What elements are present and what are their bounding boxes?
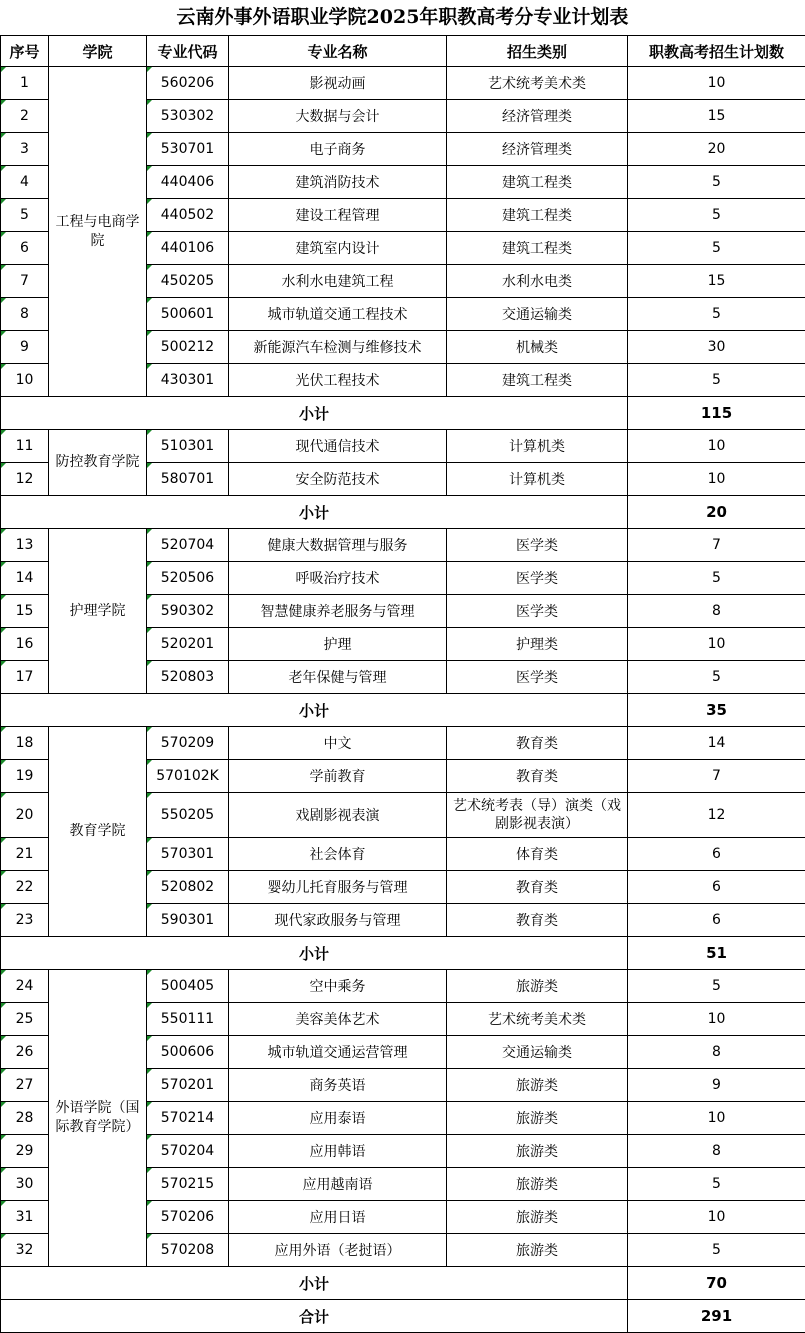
major-code: 570214: [147, 1102, 229, 1135]
row-index: 9: [1, 331, 49, 364]
major-code: 520803: [147, 661, 229, 694]
major-name: 影视动画: [229, 67, 447, 100]
row-index: 16: [1, 628, 49, 661]
table-row: [1, 529, 805, 562]
admission-category: 计算机类: [447, 463, 628, 496]
total-label: 合计: [1, 1300, 628, 1333]
major-code: 550205: [147, 793, 229, 838]
row-index: 24: [1, 970, 49, 1003]
admission-category: 机械类: [447, 331, 628, 364]
row-index: 11: [1, 430, 49, 463]
major-code: 570301: [147, 838, 229, 871]
plan-count: 5: [628, 199, 805, 232]
subtotal-value: 20: [628, 496, 805, 529]
college-name: 防控教育学院: [55, 454, 140, 470]
row-index: 15: [1, 595, 49, 628]
subtotal-value: 35: [628, 694, 805, 727]
major-code: 500212: [147, 331, 229, 364]
major-name: 呼吸治疗技术: [229, 562, 447, 595]
major-name: 建筑室内设计: [229, 232, 447, 265]
table-row: [1, 430, 805, 463]
row-index: 18: [1, 727, 49, 760]
plan-count: 5: [628, 1168, 805, 1201]
subtotal-label: 小计: [1, 1267, 628, 1300]
row-index: 27: [1, 1069, 49, 1102]
major-name: 学前教育: [229, 760, 447, 793]
header-category: 招生类别: [447, 36, 628, 67]
plan-count: 5: [628, 232, 805, 265]
admission-category: 医学类: [447, 661, 628, 694]
admission-category: 教育类: [447, 904, 628, 937]
major-name: 智慧健康养老服务与管理: [229, 595, 447, 628]
plan-count: 15: [628, 100, 805, 133]
plan-count: 10: [628, 463, 805, 496]
subtotal-value: 51: [628, 937, 805, 970]
row-index: 26: [1, 1036, 49, 1069]
admission-category: 教育类: [447, 727, 628, 760]
row-index: 29: [1, 1135, 49, 1168]
plan-count: 9: [628, 1069, 805, 1102]
plan-count: 30: [628, 331, 805, 364]
admission-category: 经济管理类: [447, 133, 628, 166]
row-index: 10: [1, 364, 49, 397]
subtotal-row: [1, 937, 805, 970]
row-index: 14: [1, 562, 49, 595]
plan-count: 5: [628, 661, 805, 694]
major-code: 450205: [147, 265, 229, 298]
admission-category: 建筑工程类: [447, 199, 628, 232]
subtotal-value: 115: [628, 397, 805, 430]
major-code: 590302: [147, 595, 229, 628]
major-name: 安全防范技术: [229, 463, 447, 496]
college-cell: [49, 727, 147, 937]
row-index: 30: [1, 1168, 49, 1201]
major-name: 城市轨道交通运营管理: [229, 1036, 447, 1069]
major-code: 520802: [147, 871, 229, 904]
major-code: 440106: [147, 232, 229, 265]
row-index: 7: [1, 265, 49, 298]
admission-category: 旅游类: [447, 1234, 628, 1267]
plan-count: 15: [628, 265, 805, 298]
admission-category: 水利水电类: [447, 265, 628, 298]
college-name: 教育学院: [69, 823, 126, 839]
major-name: 美容美体艺术: [229, 1003, 447, 1036]
row-index: 20: [1, 793, 49, 838]
major-name: 建设工程管理: [229, 199, 447, 232]
major-code: 500405: [147, 970, 229, 1003]
major-code: 570215: [147, 1168, 229, 1201]
plan-count: 8: [628, 1135, 805, 1168]
admission-category: 医学类: [447, 595, 628, 628]
admission-category: 护理类: [447, 628, 628, 661]
admission-category: 建筑工程类: [447, 364, 628, 397]
row-index: 19: [1, 760, 49, 793]
major-name: 电子商务: [229, 133, 447, 166]
admission-category: 教育类: [447, 871, 628, 904]
admission-category: 经济管理类: [447, 100, 628, 133]
major-name: 婴幼儿托育服务与管理: [229, 871, 447, 904]
subtotal-label: 小计: [1, 937, 628, 970]
plan-count: 5: [628, 298, 805, 331]
major-code: 500601: [147, 298, 229, 331]
plan-count: 12: [628, 793, 805, 838]
major-code: 530701: [147, 133, 229, 166]
college-name: 外语学院（国际教育学院）: [55, 1100, 140, 1135]
plan-count: 10: [628, 430, 805, 463]
plan-count: 10: [628, 628, 805, 661]
row-index: 2: [1, 100, 49, 133]
major-name: 现代通信技术: [229, 430, 447, 463]
plan-count: 5: [628, 166, 805, 199]
major-name: 老年保健与管理: [229, 661, 447, 694]
major-code: 520704: [147, 529, 229, 562]
major-code: 570208: [147, 1234, 229, 1267]
major-name: 中文: [229, 727, 447, 760]
college-cell: [49, 970, 147, 1267]
plan-count: 5: [628, 970, 805, 1003]
plan-table: [0, 35, 805, 1333]
row-index: 22: [1, 871, 49, 904]
plan-count: 10: [628, 1102, 805, 1135]
plan-count: 10: [628, 1003, 805, 1036]
table-body: [1, 67, 805, 1333]
major-code: 550111: [147, 1003, 229, 1036]
major-code: 570204: [147, 1135, 229, 1168]
subtotal-row: [1, 397, 805, 430]
admission-category: 建筑工程类: [447, 166, 628, 199]
major-name: 戏剧影视表演: [229, 793, 447, 838]
row-index: 31: [1, 1201, 49, 1234]
admission-category: 体育类: [447, 838, 628, 871]
header-major-name: 专业名称: [229, 36, 447, 67]
major-code: 530302: [147, 100, 229, 133]
major-code: 580701: [147, 463, 229, 496]
major-name: 应用外语（老挝语）: [229, 1234, 447, 1267]
major-code: 570102K: [147, 760, 229, 793]
admission-category: 教育类: [447, 760, 628, 793]
admission-category: 交通运输类: [447, 298, 628, 331]
header-major-code: 专业代码: [147, 36, 229, 67]
row-index: 21: [1, 838, 49, 871]
header-college: 学院: [49, 36, 147, 67]
subtotal-row: [1, 496, 805, 529]
row-index: 1: [1, 67, 49, 100]
admission-category: 旅游类: [447, 1069, 628, 1102]
total-value: 291: [628, 1300, 805, 1333]
row-index: 25: [1, 1003, 49, 1036]
major-name: 应用越南语: [229, 1168, 447, 1201]
row-index: 28: [1, 1102, 49, 1135]
row-index: 23: [1, 904, 49, 937]
plan-count: 6: [628, 838, 805, 871]
major-name: 护理: [229, 628, 447, 661]
major-name: 空中乘务: [229, 970, 447, 1003]
subtotal-value: 70: [628, 1267, 805, 1300]
admission-category: 艺术统考美术类: [447, 1003, 628, 1036]
plan-count: 5: [628, 562, 805, 595]
major-name: 新能源汽车检测与维修技术: [229, 331, 447, 364]
table-header-row: [1, 36, 805, 67]
major-code: 570209: [147, 727, 229, 760]
admission-category: 建筑工程类: [447, 232, 628, 265]
major-code: 520506: [147, 562, 229, 595]
major-code: 560206: [147, 67, 229, 100]
plan-count: 8: [628, 595, 805, 628]
major-name: 应用泰语: [229, 1102, 447, 1135]
subtotal-label: 小计: [1, 694, 628, 727]
major-code: 570201: [147, 1069, 229, 1102]
major-name: 应用韩语: [229, 1135, 447, 1168]
plan-count: 8: [628, 1036, 805, 1069]
college-cell: [49, 67, 147, 397]
major-name: 应用日语: [229, 1201, 447, 1234]
admission-category: 计算机类: [447, 430, 628, 463]
major-code: 440502: [147, 199, 229, 232]
admission-category: 旅游类: [447, 1201, 628, 1234]
row-index: 12: [1, 463, 49, 496]
major-name: 建筑消防技术: [229, 166, 447, 199]
admission-category: 艺术统考美术类: [447, 67, 628, 100]
subtotal-label: 小计: [1, 496, 628, 529]
major-name: 社会体育: [229, 838, 447, 871]
major-name: 光伏工程技术: [229, 364, 447, 397]
major-code: 440406: [147, 166, 229, 199]
row-index: 3: [1, 133, 49, 166]
major-name: 城市轨道交通工程技术: [229, 298, 447, 331]
header-index: 序号: [1, 36, 49, 67]
plan-count: 10: [628, 67, 805, 100]
row-index: 6: [1, 232, 49, 265]
plan-count: 10: [628, 1201, 805, 1234]
admission-category: 交通运输类: [447, 1036, 628, 1069]
major-code: 570206: [147, 1201, 229, 1234]
admission-category: 医学类: [447, 562, 628, 595]
plan-count: 14: [628, 727, 805, 760]
admission-category: 旅游类: [447, 1168, 628, 1201]
plan-count: 7: [628, 760, 805, 793]
major-code: 590301: [147, 904, 229, 937]
major-name: 大数据与会计: [229, 100, 447, 133]
college-cell: [49, 529, 147, 694]
subtotal-row: [1, 694, 805, 727]
row-index: 5: [1, 199, 49, 232]
row-index: 32: [1, 1234, 49, 1267]
row-index: 8: [1, 298, 49, 331]
admission-category: 旅游类: [447, 1102, 628, 1135]
college-cell: [49, 430, 147, 496]
table-row: [1, 67, 805, 100]
plan-count: 20: [628, 133, 805, 166]
major-name: 健康大数据管理与服务: [229, 529, 447, 562]
major-code: 500606: [147, 1036, 229, 1069]
admission-category: 旅游类: [447, 1135, 628, 1168]
major-name: 商务英语: [229, 1069, 447, 1102]
table-row: [1, 727, 805, 760]
row-index: 13: [1, 529, 49, 562]
plan-count: 5: [628, 364, 805, 397]
admission-category: 艺术统考表（导）演类（戏剧影视表演）: [447, 793, 628, 838]
subtotal-label: 小计: [1, 397, 628, 430]
college-name: 工程与电商学院: [55, 213, 140, 249]
plan-count: 7: [628, 529, 805, 562]
row-index: 4: [1, 166, 49, 199]
major-code: 520201: [147, 628, 229, 661]
major-code: 430301: [147, 364, 229, 397]
page-title: 云南外事外语职业学院2025年职教高考分专业计划表: [176, 6, 629, 28]
major-name: 水利水电建筑工程: [229, 265, 447, 298]
admission-category: 旅游类: [447, 970, 628, 1003]
major-code: 510301: [147, 430, 229, 463]
row-index: 17: [1, 661, 49, 694]
plan-count: 6: [628, 871, 805, 904]
admission-category: 医学类: [447, 529, 628, 562]
plan-count: 5: [628, 1234, 805, 1267]
total-row: [1, 1300, 805, 1333]
college-name: 护理学院: [69, 602, 126, 619]
subtotal-row: [1, 1267, 805, 1300]
header-plan-count: 职教高考招生计划数: [628, 36, 805, 67]
table-row: [1, 970, 805, 1003]
major-name: 现代家政服务与管理: [229, 904, 447, 937]
plan-count: 6: [628, 904, 805, 937]
